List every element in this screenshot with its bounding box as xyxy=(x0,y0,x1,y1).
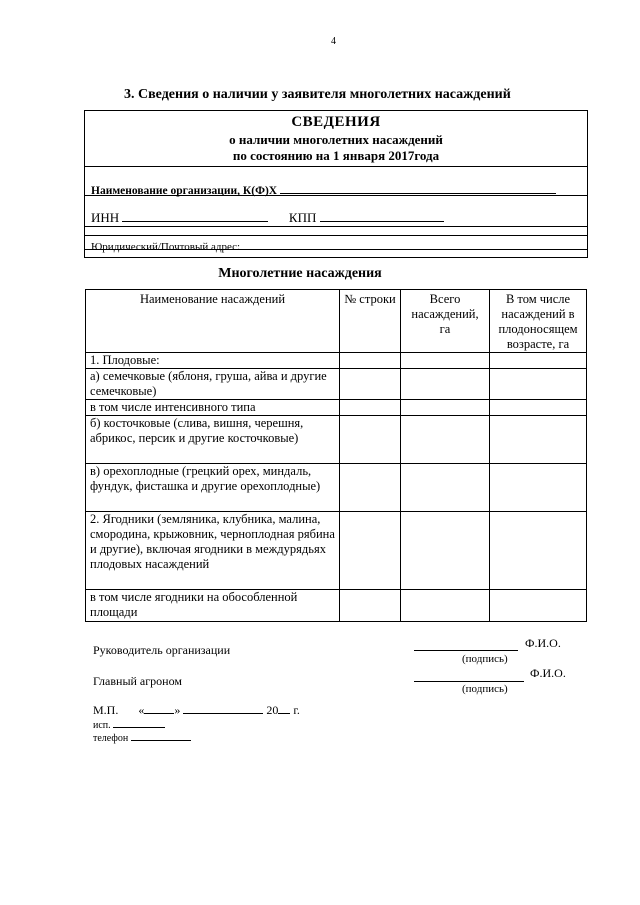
fruiting-cell[interactable] xyxy=(490,512,587,590)
executor-row xyxy=(93,719,165,731)
row-label: в) орехоплодные (грецкий орех, миндаль, фундук, фисташка и другие орехоплодные) xyxy=(86,464,340,512)
inn-label: ИНН xyxy=(91,210,120,225)
section-title: 3. Сведения о наличии у заявителя многолетних насаждений xyxy=(124,87,511,102)
table-row xyxy=(86,464,587,512)
divider xyxy=(85,226,587,227)
table-row xyxy=(86,400,587,416)
head-signature-caption: (подпись) xyxy=(462,653,508,665)
head-fio-label: Ф.И.О. xyxy=(525,636,561,650)
table-row xyxy=(86,416,587,464)
divider xyxy=(85,235,587,236)
page-number: 4 xyxy=(331,36,336,47)
total-cell[interactable] xyxy=(401,353,490,369)
date-row xyxy=(93,703,300,718)
row-number-cell[interactable] xyxy=(340,464,401,512)
plantings-table xyxy=(85,289,587,622)
document-subtitle-1: о наличии многолетних насаждений xyxy=(229,132,443,147)
row-label: в том числе интенсивного типа xyxy=(86,400,340,416)
column-header-total: Всего насаждений, га xyxy=(401,290,490,353)
divider xyxy=(85,249,587,250)
header-box xyxy=(84,110,588,258)
org-name-label: Наименование организации, К(Ф)Х xyxy=(91,185,278,197)
row-number-cell[interactable] xyxy=(340,400,401,416)
total-cell[interactable] xyxy=(401,369,490,400)
address-label[interactable]: Юридический/Почтовый адрес: xyxy=(91,241,241,253)
stamp-label: М.П. xyxy=(93,703,119,717)
row-label: б) косточковые (слива, вишня, черешня, абрикос, персик и другие косточковые) xyxy=(86,416,340,464)
row-label: 2. Ягодники (земляника, клубника, малина, смородина, крыжовник, черноплодная рябина и другие), включая ягодники в междурядьях плодовых насаждений xyxy=(86,512,340,590)
year-prefix: 20 xyxy=(266,703,279,717)
total-cell[interactable] xyxy=(401,590,490,622)
year-suffix: г. xyxy=(293,703,300,717)
row-number-cell[interactable] xyxy=(340,353,401,369)
date-close-quote: » xyxy=(174,703,181,717)
date-open-quote: « xyxy=(138,703,145,717)
row-number-cell[interactable] xyxy=(340,590,401,622)
table-title: Многолетние насаждения xyxy=(218,266,382,281)
row-label: а) семечковые (яблоня, груша, айва и другие семечковые) xyxy=(86,369,340,400)
row-number-cell[interactable] xyxy=(340,369,401,400)
agronomist-fio-label: Ф.И.О. xyxy=(530,666,566,680)
day-line[interactable] xyxy=(144,704,174,714)
phone-row xyxy=(93,732,191,744)
table-row xyxy=(86,369,587,400)
year-line[interactable] xyxy=(278,704,290,714)
table-row xyxy=(86,512,587,590)
total-cell[interactable] xyxy=(401,416,490,464)
head-signature-line[interactable] xyxy=(414,649,518,651)
phone-label: телефон xyxy=(93,733,129,744)
head-label: Руководитель организации xyxy=(93,643,231,657)
row-number-cell[interactable] xyxy=(340,416,401,464)
agronomist-label: Главный агроном xyxy=(93,674,182,688)
document-subtitle-2: по состоянию на 1 января 2017года xyxy=(232,148,440,163)
column-header-row-number: № строки xyxy=(340,290,401,353)
document-title: СВЕДЕНИЯ xyxy=(291,114,381,130)
divider xyxy=(85,166,587,167)
executor-label: исп. xyxy=(93,720,111,731)
total-cell[interactable] xyxy=(401,464,490,512)
fruiting-cell[interactable] xyxy=(490,400,587,416)
fruiting-cell[interactable] xyxy=(490,590,587,622)
fruiting-cell[interactable] xyxy=(490,369,587,400)
column-header-name: Наименование насаждений xyxy=(86,290,340,353)
inn-kpp-field[interactable] xyxy=(91,209,444,226)
divider xyxy=(85,195,587,196)
month-line[interactable] xyxy=(183,704,263,714)
agronomist-signature-line[interactable] xyxy=(414,680,524,682)
row-label: 1. Плодовые: xyxy=(86,353,340,369)
total-cell[interactable] xyxy=(401,512,490,590)
row-label: в том числе ягодники на обособленной площади xyxy=(86,590,340,622)
org-name-line xyxy=(280,181,556,194)
column-header-fruiting: В том числе насаждений в плодоносящем возрасте, га xyxy=(490,290,587,353)
fruiting-cell[interactable] xyxy=(490,353,587,369)
executor-line[interactable] xyxy=(113,719,165,728)
kpp-label: КПП xyxy=(288,210,317,225)
agronomist-signature-caption: (подпись) xyxy=(462,683,508,695)
table-row xyxy=(86,590,587,622)
inn-line xyxy=(122,209,268,222)
phone-line[interactable] xyxy=(131,732,191,741)
fruiting-cell[interactable] xyxy=(490,416,587,464)
kpp-line xyxy=(320,209,444,222)
table-row xyxy=(86,353,587,369)
fruiting-cell[interactable] xyxy=(490,464,587,512)
row-number-cell[interactable] xyxy=(340,512,401,590)
total-cell[interactable] xyxy=(401,400,490,416)
